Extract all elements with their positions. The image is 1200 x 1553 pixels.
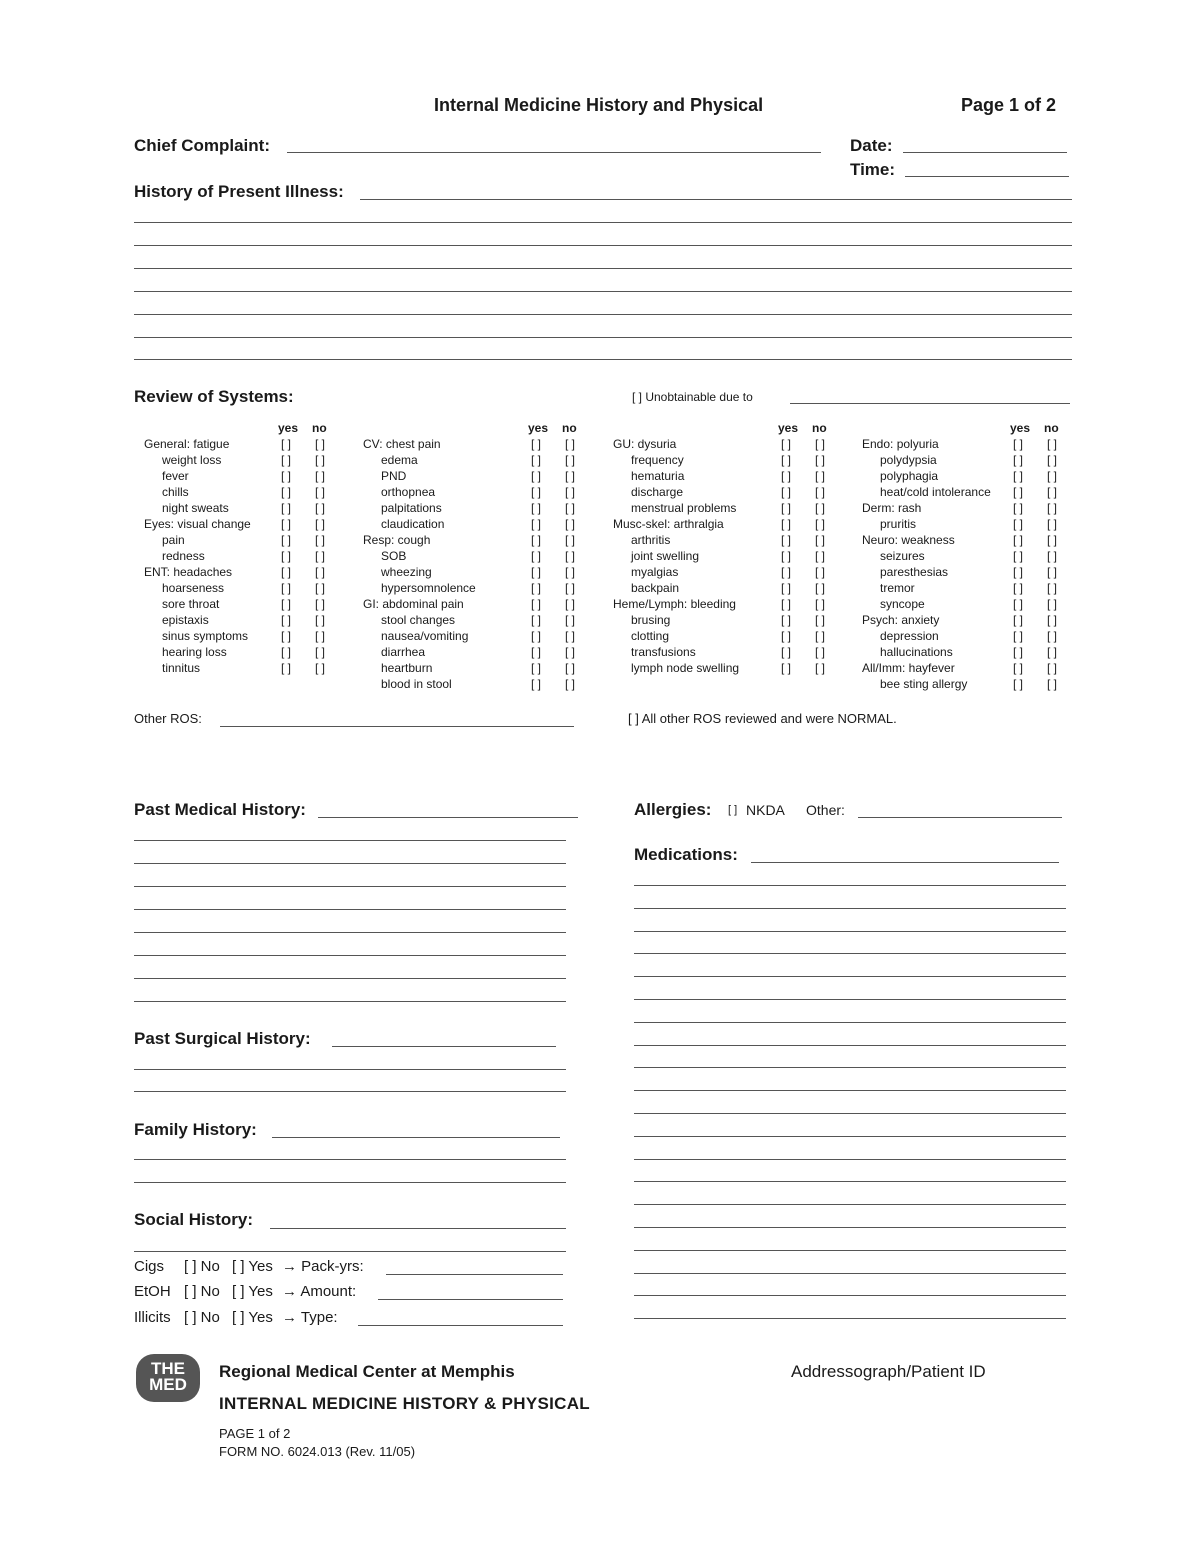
medication-line[interactable] [634, 1090, 1066, 1091]
ros-yes-header: yes [1010, 421, 1031, 435]
ros-no-checkbox[interactable]: [ ] [814, 437, 825, 451]
ros-no-checkbox[interactable]: [ ] [314, 613, 325, 627]
ros-yes-checkbox[interactable]: [ ] [1012, 453, 1023, 467]
ros-no-checkbox[interactable]: [ ] [314, 533, 325, 547]
medication-line[interactable] [634, 908, 1066, 909]
ros-no-checkbox[interactable]: [ ] [1046, 565, 1057, 579]
ros-no-checkbox[interactable]: [ ] [564, 549, 575, 563]
ros-yes-checkbox[interactable]: [ ] [1012, 517, 1023, 531]
ros-item-label: orthopnea [381, 485, 436, 499]
ros-no-checkbox[interactable]: [ ] [314, 645, 325, 659]
ros-no-checkbox[interactable]: [ ] [564, 485, 575, 499]
social-row-label: EtOH [134, 1283, 171, 1300]
social-no-checkbox[interactable]: [ ] No [184, 1258, 220, 1275]
medication-line[interactable] [634, 1067, 1066, 1068]
ros-no-header: no [1044, 421, 1059, 435]
fh-line[interactable] [134, 1159, 566, 1160]
social-no-checkbox[interactable]: [ ] No [184, 1283, 220, 1300]
ros-yes-checkbox[interactable]: [ ] [530, 661, 541, 675]
medication-line[interactable] [634, 1181, 1066, 1182]
ros-no-checkbox[interactable]: [ ] [1046, 501, 1057, 515]
social-yes-checkbox[interactable]: [ ] Yes [232, 1258, 273, 1275]
ros-no-checkbox[interactable]: [ ] [814, 517, 825, 531]
social-no-checkbox[interactable]: [ ] No [184, 1309, 220, 1326]
pmh-line[interactable] [134, 840, 566, 841]
ros-yes-checkbox[interactable]: [ ] [530, 613, 541, 627]
ros-yes-checkbox[interactable]: [ ] [780, 533, 791, 547]
other-ros-field[interactable] [220, 726, 574, 727]
ros-item-label: paresthesias [880, 565, 949, 579]
ros-item-label: tremor [880, 581, 915, 595]
ros-no-checkbox[interactable]: [ ] [564, 645, 575, 659]
medication-line[interactable] [634, 953, 1066, 954]
ros-yes-checkbox[interactable]: [ ] [280, 661, 291, 675]
ros-item-label: night sweats [162, 501, 229, 515]
sh-line[interactable] [134, 1251, 566, 1252]
ros-no-checkbox[interactable]: [ ] [1046, 629, 1057, 643]
medication-line[interactable] [634, 1295, 1066, 1296]
social-field-line[interactable] [358, 1325, 563, 1326]
ros-no-checkbox[interactable]: [ ] [1046, 549, 1057, 563]
allergies-other-label: Other: [806, 802, 845, 818]
ros-item-label: hallucinations [880, 645, 953, 659]
ros-yes-checkbox[interactable]: [ ] [280, 501, 291, 515]
ros-yes-checkbox[interactable]: [ ] [280, 453, 291, 467]
hpi-line[interactable] [134, 268, 1072, 269]
ros-item-label: joint swelling [631, 549, 700, 563]
ros-item-label: Eyes: visual change [144, 517, 251, 531]
pmh-line[interactable] [134, 886, 566, 887]
ros-no-checkbox[interactable]: [ ] [314, 661, 325, 675]
ros-yes-checkbox[interactable]: [ ] [280, 565, 291, 579]
ros-no-checkbox[interactable]: [ ] [814, 613, 825, 627]
ros-item-label: pain [162, 533, 185, 547]
ros-yes-checkbox[interactable]: [ ] [280, 645, 291, 659]
ros-title: Review of Systems: [134, 387, 294, 406]
ros-yes-checkbox[interactable]: [ ] [780, 645, 791, 659]
ros-no-checkbox[interactable]: [ ] [814, 597, 825, 611]
ros-item-label: transfusions [631, 645, 696, 659]
social-row-label: Illicits [134, 1309, 171, 1326]
ros-yes-checkbox[interactable]: [ ] [780, 501, 791, 515]
ros-no-checkbox[interactable]: [ ] [564, 565, 575, 579]
ros-item-label: heartburn [381, 661, 433, 675]
ros-no-checkbox[interactable]: [ ] [564, 597, 575, 611]
ros-item-label: seizures [880, 549, 925, 563]
pmh-line[interactable] [134, 1001, 566, 1002]
ros-yes-checkbox[interactable]: [ ] [280, 517, 291, 531]
nkda-checkbox[interactable]: [ ] [728, 804, 738, 816]
ros-no-checkbox[interactable]: [ ] [564, 677, 575, 691]
medication-line[interactable] [634, 931, 1066, 932]
hpi-line[interactable] [134, 291, 1072, 292]
ros-item-label: depression [880, 629, 939, 643]
ros-no-checkbox[interactable]: [ ] [814, 469, 825, 483]
hpi-line[interactable] [134, 222, 1072, 223]
ros-yes-checkbox[interactable]: [ ] [1012, 485, 1023, 499]
ros-no-checkbox[interactable]: [ ] [1046, 677, 1057, 691]
ros-yes-checkbox[interactable]: [ ] [780, 485, 791, 499]
medication-line[interactable] [634, 1136, 1066, 1137]
ros-item-label: General: fatigue [144, 437, 230, 451]
ros-no-checkbox[interactable]: [ ] [1046, 645, 1057, 659]
ros-no-checkbox[interactable]: [ ] [814, 565, 825, 579]
sh-label: Social History: [134, 1210, 254, 1229]
ros-item-label: myalgias [631, 565, 679, 579]
ros-no-header: no [562, 421, 577, 435]
ros-no-checkbox[interactable]: [ ] [564, 613, 575, 627]
ros-no-checkbox[interactable]: [ ] [814, 453, 825, 467]
ros-item-label: bee sting allergy [880, 677, 968, 691]
medication-line[interactable] [634, 1227, 1066, 1228]
ros-item-label: brusing [631, 613, 671, 627]
ros-yes-checkbox[interactable]: [ ] [1012, 437, 1023, 451]
medication-line[interactable] [634, 999, 1066, 1000]
ros-yes-checkbox[interactable]: [ ] [1012, 597, 1023, 611]
ros-yes-checkbox[interactable]: [ ] [530, 549, 541, 563]
ros-yes-checkbox[interactable]: [ ] [280, 581, 291, 595]
ros-yes-checkbox[interactable]: [ ] [530, 517, 541, 531]
hpi-line[interactable] [134, 359, 1072, 360]
ros-item-label: backpain [631, 581, 680, 595]
pmh-field[interactable] [318, 817, 578, 818]
pmh-label: Past Medical History: [134, 800, 306, 819]
ros-yes-checkbox[interactable]: [ ] [530, 437, 541, 451]
ros-item-label: weight loss [162, 453, 222, 467]
ros-item-label: syncope [880, 597, 925, 611]
ros-yes-checkbox[interactable]: [ ] [530, 501, 541, 515]
ros-no-checkbox[interactable]: [ ] [314, 597, 325, 611]
medications-field[interactable] [751, 862, 1059, 863]
ros-item-label: SOB [381, 549, 407, 563]
medication-line[interactable] [634, 1250, 1066, 1251]
ros-item-label: PND [381, 469, 407, 483]
ros-yes-checkbox[interactable]: [ ] [530, 677, 541, 691]
fh-label: Family History: [134, 1120, 257, 1139]
ros-no-header: no [312, 421, 327, 435]
ros-item-label: Derm: rash [862, 501, 922, 515]
ros-item-label: All/Imm: hayfever [862, 661, 955, 675]
ros-no-checkbox[interactable]: [ ] [564, 469, 575, 483]
ros-no-checkbox[interactable]: [ ] [314, 549, 325, 563]
ros-item-label: Musc-skel: arthralgia [613, 517, 724, 531]
ros-item-label: diarrhea [381, 645, 426, 659]
ros-no-checkbox[interactable]: [ ] [314, 517, 325, 531]
psh-line[interactable] [134, 1091, 566, 1092]
ros-no-checkbox[interactable]: [ ] [314, 565, 325, 579]
hpi-line[interactable] [134, 314, 1072, 315]
ros-yes-checkbox[interactable]: [ ] [530, 597, 541, 611]
ros-item-label: pruritis [880, 517, 917, 531]
ros-yes-checkbox[interactable]: [ ] [530, 485, 541, 499]
ros-no-checkbox[interactable]: [ ] [1046, 469, 1057, 483]
form-number: FORM NO. 6024.013 (Rev. 11/05) [219, 1444, 416, 1459]
ros-yes-checkbox[interactable]: [ ] [780, 565, 791, 579]
ros-yes-checkbox[interactable]: [ ] [780, 597, 791, 611]
ros-no-checkbox[interactable]: [ ] [814, 501, 825, 515]
ros-item-label: arthritis [631, 533, 671, 547]
ros-yes-header: yes [778, 421, 799, 435]
ros-yes-checkbox[interactable]: [ ] [530, 629, 541, 643]
other-ros-label: Other ROS: [134, 711, 202, 726]
ros-yes-checkbox[interactable]: [ ] [1012, 469, 1023, 483]
psh-field[interactable] [332, 1046, 556, 1047]
ros-yes-checkbox[interactable]: [ ] [1012, 629, 1023, 643]
medication-line[interactable] [634, 1204, 1066, 1205]
social-field-line[interactable] [386, 1274, 563, 1275]
ros-yes-header: yes [528, 421, 549, 435]
ros-item-label: chills [162, 485, 189, 499]
ros-yes-checkbox[interactable]: [ ] [1012, 581, 1023, 595]
ros-item-label: fever [162, 469, 189, 483]
ros-no-checkbox[interactable]: [ ] [1046, 437, 1057, 451]
ros-item-label: discharge [631, 485, 684, 499]
ros-item-label: GI: abdominal pain [363, 597, 464, 611]
ros-yes-checkbox[interactable]: [ ] [780, 581, 791, 595]
ros-item-label: epistaxis [162, 613, 209, 627]
allergies-label: Allergies: [634, 800, 712, 819]
ros-item-label: Resp: cough [363, 533, 431, 547]
ros-no-checkbox[interactable]: [ ] [814, 645, 825, 659]
ros-item-label: Heme/Lymph: bleeding [613, 597, 736, 611]
footer-page: PAGE 1 of 2 [219, 1426, 291, 1441]
org-name: Regional Medical Center at Memphis [219, 1362, 515, 1381]
ros-no-checkbox[interactable]: [ ] [1046, 613, 1057, 627]
ros-no-checkbox[interactable]: [ ] [564, 517, 575, 531]
ros-no-checkbox[interactable]: [ ] [314, 437, 325, 451]
ros-yes-checkbox[interactable]: [ ] [780, 629, 791, 643]
ros-no-checkbox[interactable]: [ ] [564, 453, 575, 467]
hpi-label: History of Present Illness: [134, 182, 344, 201]
ros-item-label: sore throat [162, 597, 220, 611]
date-field[interactable] [903, 152, 1067, 153]
ros-yes-checkbox[interactable]: [ ] [280, 629, 291, 643]
ros-yes-checkbox[interactable]: [ ] [1012, 565, 1023, 579]
ros-item-label: menstrual problems [631, 501, 737, 515]
ros-yes-checkbox[interactable]: [ ] [780, 549, 791, 563]
ros-no-checkbox[interactable]: [ ] [314, 581, 325, 595]
form-title: Internal Medicine History and Physical [434, 95, 764, 115]
ros-yes-checkbox[interactable]: [ ] [530, 645, 541, 659]
ros-item-label: Endo: polyuria [862, 437, 939, 451]
ros-no-checkbox[interactable]: [ ] [564, 437, 575, 451]
ros-unobtainable-field[interactable] [790, 403, 1070, 404]
ros-no-checkbox[interactable]: [ ] [1046, 533, 1057, 547]
ros-item-label: hematuria [631, 469, 685, 483]
page-indicator: Page 1 of 2 [961, 95, 1057, 115]
pmh-line[interactable] [134, 932, 566, 933]
ros-yes-checkbox[interactable]: [ ] [280, 549, 291, 563]
ros-item-label: polyphagia [880, 469, 939, 483]
ros-no-checkbox[interactable]: [ ] [564, 533, 575, 547]
ros-yes-checkbox[interactable]: [ ] [1012, 645, 1023, 659]
ros-item-label: wheezing [381, 565, 432, 579]
medication-line[interactable] [634, 885, 1066, 886]
ros-no-checkbox[interactable]: [ ] [814, 581, 825, 595]
ros-no-checkbox[interactable]: [ ] [314, 629, 325, 643]
ros-item-label: nausea/vomiting [381, 629, 469, 643]
ros-yes-checkbox[interactable]: [ ] [1012, 549, 1023, 563]
addressograph-label: Addressograph/Patient ID [791, 1362, 986, 1381]
ros-yes-checkbox[interactable]: [ ] [280, 613, 291, 627]
medication-line[interactable] [634, 1273, 1066, 1274]
ros-no-checkbox[interactable]: [ ] [1046, 661, 1057, 675]
logo-text-top: THE [151, 1359, 185, 1378]
ros-no-checkbox[interactable]: [ ] [1046, 453, 1057, 467]
ros-no-checkbox[interactable]: [ ] [564, 581, 575, 595]
ros-item-label: blood in stool [381, 677, 452, 691]
ros-yes-checkbox[interactable]: [ ] [280, 469, 291, 483]
ros-item-label: ENT: headaches [144, 565, 233, 579]
ros-no-checkbox[interactable]: [ ] [314, 453, 325, 467]
ros-no-checkbox[interactable]: [ ] [1046, 517, 1057, 531]
hpi-line[interactable] [134, 337, 1072, 338]
ros-yes-checkbox[interactable]: [ ] [780, 517, 791, 531]
ros-yes-checkbox[interactable]: [ ] [530, 565, 541, 579]
ros-no-checkbox[interactable]: [ ] [564, 629, 575, 643]
medication-line[interactable] [634, 1045, 1066, 1046]
ros-yes-checkbox[interactable]: [ ] [780, 469, 791, 483]
fh-line[interactable] [134, 1182, 566, 1183]
ros-item-label: hoarseness [162, 581, 225, 595]
ros-yes-checkbox[interactable]: [ ] [280, 533, 291, 547]
hpi-line[interactable] [134, 245, 1072, 246]
ros-yes-checkbox[interactable]: [ ] [530, 469, 541, 483]
ros-yes-checkbox[interactable]: [ ] [780, 453, 791, 467]
ros-no-header: no [812, 421, 827, 435]
sh-field[interactable] [270, 1228, 566, 1229]
footer-form-title: INTERNAL MEDICINE HISTORY & PHYSICAL [219, 1394, 590, 1413]
ros-item-label: hearing loss [162, 645, 227, 659]
medication-line[interactable] [634, 976, 1066, 977]
ros-item-label: tinnitus [162, 661, 201, 675]
ros-item-label: edema [381, 453, 418, 467]
medication-line[interactable] [634, 1113, 1066, 1114]
social-field-line[interactable] [378, 1299, 563, 1300]
ros-item-label: polydypsia [880, 453, 937, 467]
social-yes-checkbox[interactable]: [ ] Yes [232, 1309, 273, 1326]
ros-item-label: redness [162, 549, 205, 563]
ros-item-label: clotting [631, 629, 670, 643]
ros-yes-checkbox[interactable]: [ ] [1012, 613, 1023, 627]
ros-yes-checkbox[interactable]: [ ] [1012, 533, 1023, 547]
ros-item-label: Neuro: weakness [862, 533, 955, 547]
pmh-line[interactable] [134, 955, 566, 956]
pmh-line[interactable] [134, 909, 566, 910]
all-other-ros-checkbox[interactable]: [ ] All other ROS reviewed and were NORMAL. [628, 711, 897, 726]
ros-no-checkbox[interactable]: [ ] [814, 549, 825, 563]
ros-no-checkbox[interactable]: [ ] [314, 501, 325, 515]
ros-yes-checkbox[interactable]: [ ] [530, 453, 541, 467]
ros-item-label: hypersomnolence [381, 581, 476, 595]
ros-item-label: lymph node swelling [631, 661, 740, 675]
ros-item-label: Psych: anxiety [862, 613, 940, 627]
ros-item-label: GU: dysuria [613, 437, 677, 451]
ros-no-checkbox[interactable]: [ ] [314, 485, 325, 499]
ros-yes-checkbox[interactable]: [ ] [530, 581, 541, 595]
ros-yes-checkbox[interactable]: [ ] [780, 613, 791, 627]
ros-yes-checkbox[interactable]: [ ] [1012, 677, 1023, 691]
ros-yes-checkbox[interactable]: [ ] [530, 533, 541, 547]
date-label: Date: [850, 136, 893, 155]
social-field-label: → Pack-yrs: [282, 1258, 364, 1275]
social-field-label: → Amount: [282, 1283, 357, 1300]
ros-no-checkbox[interactable]: [ ] [314, 469, 325, 483]
social-yes-checkbox[interactable]: [ ] Yes [232, 1283, 273, 1300]
psh-label: Past Surgical History: [134, 1029, 311, 1048]
logo-text-bottom: MED [149, 1375, 187, 1394]
hpi-field[interactable] [360, 199, 1072, 200]
ros-no-checkbox[interactable]: [ ] [814, 533, 825, 547]
ros-yes-checkbox[interactable]: [ ] [280, 597, 291, 611]
ros-yes-checkbox[interactable]: [ ] [780, 437, 791, 451]
the-med-logo [136, 1354, 200, 1402]
ros-yes-checkbox[interactable]: [ ] [1012, 501, 1023, 515]
ros-no-checkbox[interactable]: [ ] [1046, 597, 1057, 611]
chief-complaint-label: Chief Complaint: [134, 136, 270, 155]
medications-label: Medications: [634, 845, 738, 864]
ros-yes-checkbox[interactable]: [ ] [280, 485, 291, 499]
ros-item-label: stool changes [381, 613, 456, 627]
allergies-other-field[interactable] [858, 817, 1062, 818]
ros-item-label: claudication [381, 517, 445, 531]
ros-yes-checkbox[interactable]: [ ] [780, 661, 791, 675]
ros-item-label: CV: chest pain [363, 437, 441, 451]
ros-no-checkbox[interactable]: [ ] [564, 501, 575, 515]
medication-line[interactable] [634, 1022, 1066, 1023]
ros-unobtainable-checkbox[interactable]: [ ] Unobtainable due to [632, 390, 753, 404]
time-field[interactable] [905, 176, 1069, 177]
ros-yes-checkbox[interactable]: [ ] [1012, 661, 1023, 675]
ros-item-label: frequency [631, 453, 684, 467]
ros-item-label: sinus symptoms [162, 629, 249, 643]
medication-line[interactable] [634, 1159, 1066, 1160]
pmh-line[interactable] [134, 978, 566, 979]
ros-yes-header: yes [278, 421, 299, 435]
ros-no-checkbox[interactable]: [ ] [1046, 581, 1057, 595]
ros-item-label: palpitations [381, 501, 442, 515]
ros-yes-checkbox[interactable]: [ ] [280, 437, 291, 451]
ros-no-checkbox[interactable]: [ ] [814, 485, 825, 499]
pmh-line[interactable] [134, 863, 566, 864]
ros-no-checkbox[interactable]: [ ] [1046, 485, 1057, 499]
psh-line[interactable] [134, 1069, 566, 1070]
medication-line[interactable] [634, 1318, 1066, 1319]
ros-no-checkbox[interactable]: [ ] [814, 661, 825, 675]
social-row-label: Cigs [134, 1258, 165, 1275]
fh-field[interactable] [272, 1137, 560, 1138]
time-label: Time: [850, 160, 896, 179]
nkda-label: NKDA [746, 802, 785, 818]
ros-item-label: heat/cold intolerance [880, 485, 991, 499]
social-field-label: → Type: [282, 1309, 338, 1326]
chief-complaint-field[interactable] [287, 152, 821, 153]
ros-no-checkbox[interactable]: [ ] [564, 661, 575, 675]
ros-no-checkbox[interactable]: [ ] [814, 629, 825, 643]
